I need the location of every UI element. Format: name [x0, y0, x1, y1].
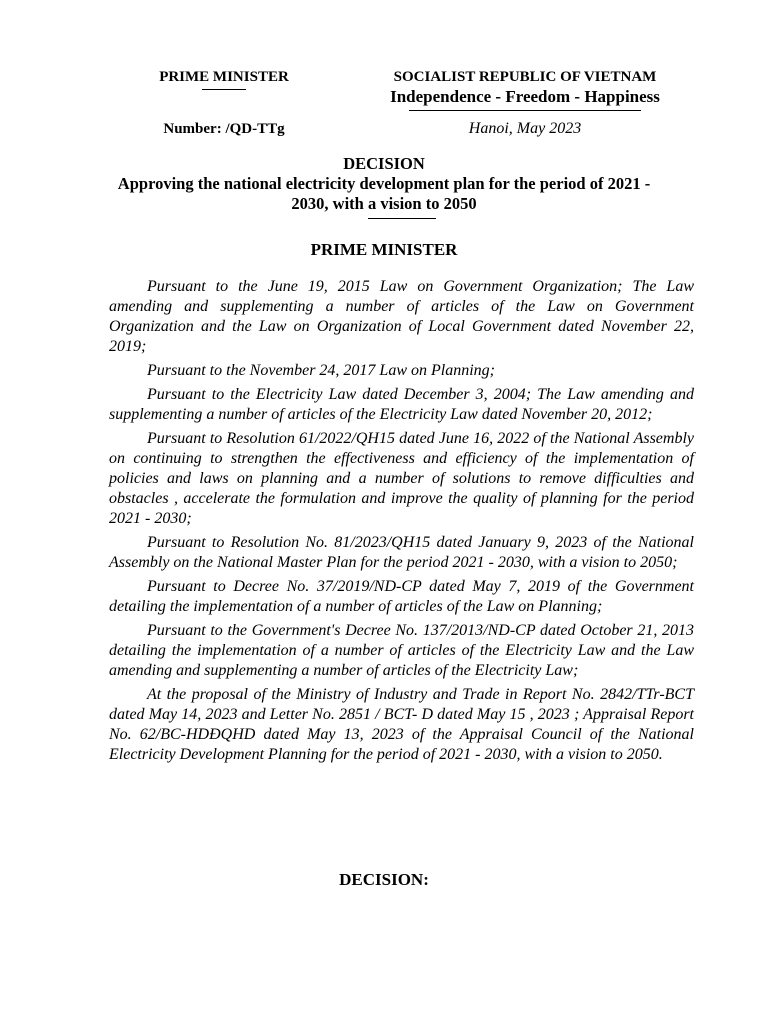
motto-underline [409, 110, 641, 111]
preamble-paragraph: Pursuant to Decree No. 37/2019/ND-CP dated May 7, 2019 of the Government detailing the implementation of a number of articles of the Law on Planning; [109, 578, 694, 615]
issuer-block [132, 68, 316, 90]
preamble-paragraph: Pursuant to the November 24, 2017 Law on Planning; [147, 362, 495, 379]
country-title: SOCIALIST REPUBLIC OF VIETNAM [393, 69, 657, 85]
decision-subtitle-line1: Approving the national electricity development plan for the period of 2021 - [117, 174, 651, 193]
issuer-title: PRIME MINISTER [159, 69, 289, 85]
decision-heading: DECISION: [339, 870, 429, 889]
preamble-paragraph: At the proposal of the Ministry of Industry and Trade in Report No. 2842/TTr-BCT dated May 14, 2023 and Letter No. 2851 / BCT- D dated May 15 , 2023 ; Appraisal Report No. 62/BC-HDĐQHD dated May 13, 2023 of the Appraisal Council of the National Electricity Development Planning for the period of 2021 - 2030, with a vision to 2050. [109, 686, 694, 763]
issuer-underline [202, 89, 246, 90]
preamble-paragraph: Pursuant to Resolution No. 81/2023/QH15 dated January 9, 2023 of the National Assembly on the National Master Plan for the period 2021 - 2030, with a vision to 2050; [109, 534, 694, 571]
national-header-block [356, 68, 694, 111]
place-date: Hanoi, May 2023 [468, 120, 582, 137]
national-motto: Independence - Freedom - Happiness [390, 87, 660, 106]
authority-heading: PRIME MINISTER [310, 240, 458, 259]
preamble-paragraph: Pursuant to Resolution 61/2022/QH15 dated June 16, 2022 of the National Assembly on continuing to strengthen the effectiveness and efficiency of the implementation of policies and laws on planning and a number of solutions to remove difficulties and obstacles , accelerate the formulation and improve the quality of planning for the period 2021 - 2030; [109, 430, 694, 527]
decision-subtitle [100, 174, 668, 214]
preamble-paragraph: Pursuant to the Government's Decree No. 137/2013/ND-CP dated October 21, 2013 detailing the implementation of a number of articles of the Electricity Law and the Law amending and supplementing a number of articles of the Electricity Law; [109, 622, 694, 679]
preamble [109, 277, 694, 769]
decision-title: DECISION [343, 154, 425, 173]
decision-subtitle-line2: 2030, with a vision to 2050 [291, 194, 477, 213]
preamble-paragraph: Pursuant to the Electricity Law dated December 3, 2004; The Law amending and supplementing a number of articles of the Electricity Law dated November 20, 2012; [109, 386, 694, 423]
title-underline [368, 218, 436, 219]
document-number: Number: /QD-TTg [163, 121, 285, 137]
preamble-paragraph: Pursuant to the June 19, 2015 Law on Government Organization; The Law amending and supplementing a number of articles of the Law on Government Organization and the Law on Organization of Local Government dated November 22, 2019; [109, 278, 694, 355]
